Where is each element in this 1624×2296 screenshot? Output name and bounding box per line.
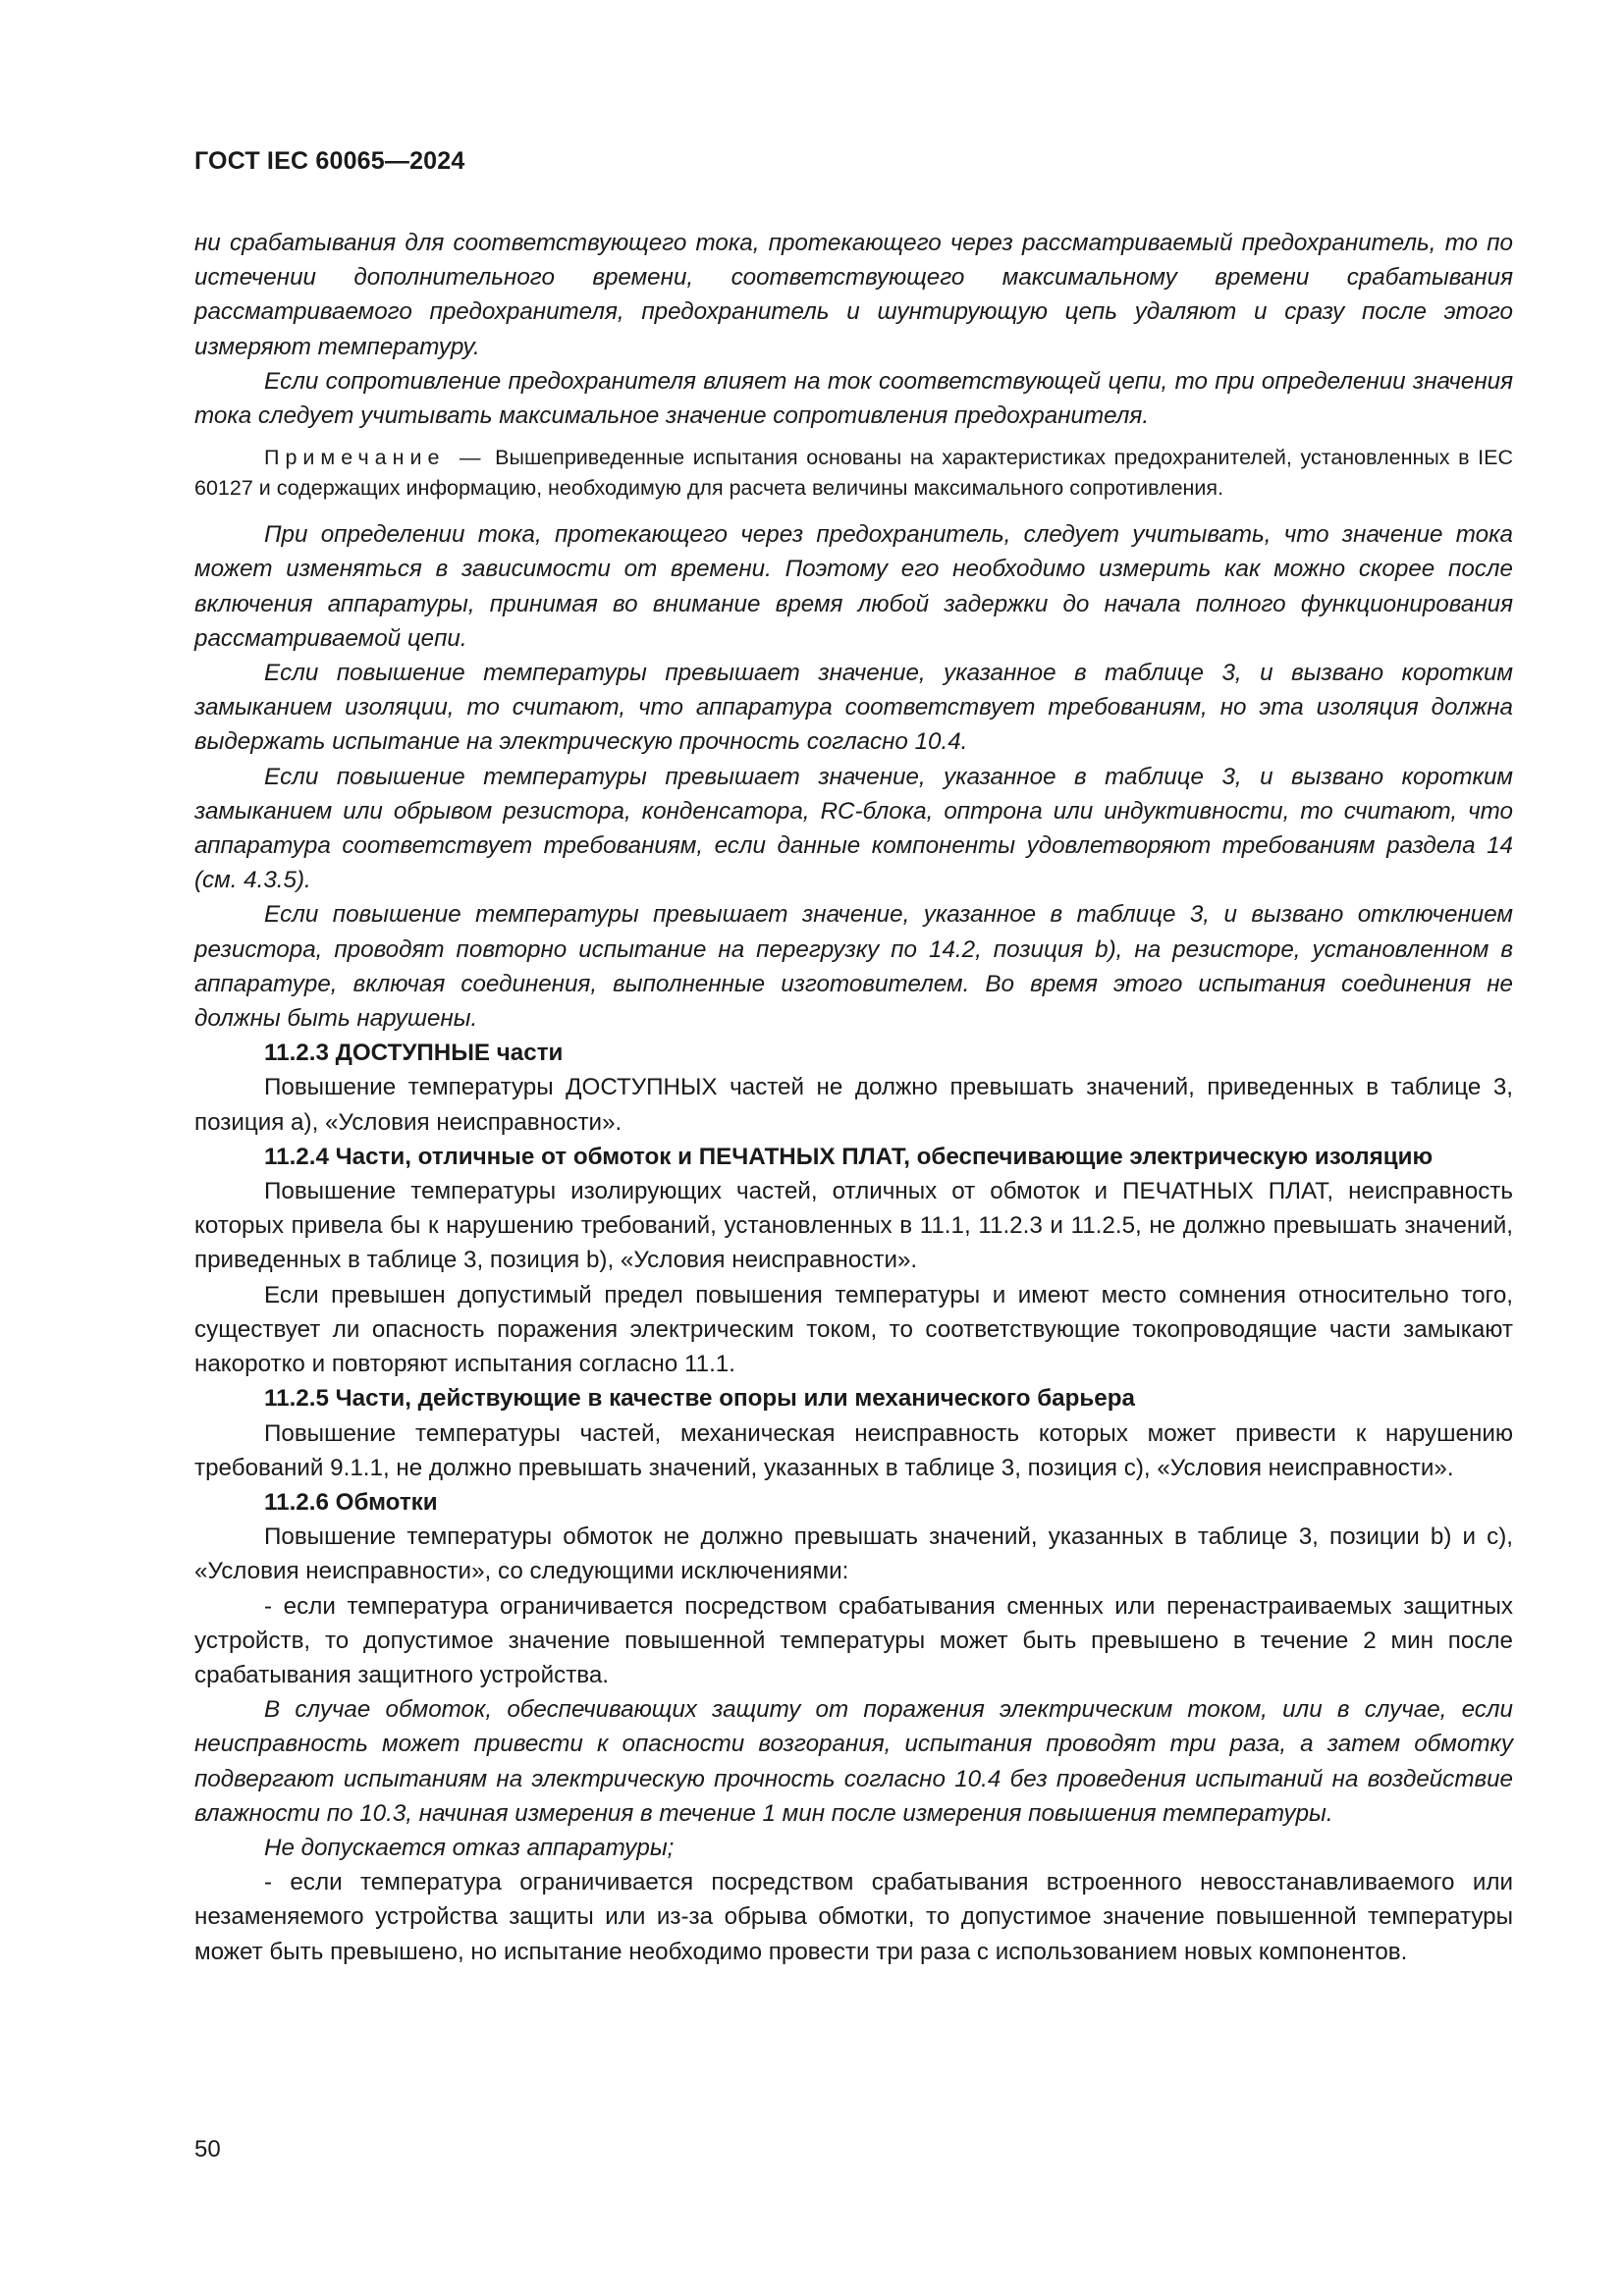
section-heading: 11.2.4 Части, отличные от обмоток и ПЕЧАТНЫХ ПЛАТ, обеспечивающие электрическую изоляцию [264, 1143, 1434, 1170]
paragraph: Повышение температуры изолирующих частей, отличных от обмоток и ПЕЧАТНЫХ ПЛАТ, неисправность которых привела бы к нарушению требований, установленных в 11.1, 11.2.3 и 11.2.5, не должно превышать значений, приведенных в таблице 3, позиция b), «Условия неисправности». [194, 1178, 1513, 1274]
paragraph: Повышение температуры обмоток не должно превышать значений, указанных в таблице 3, позиции b) и с), «Условия неисправности», со следующими исключениями: [194, 1523, 1513, 1585]
paragraph: Повышение температуры частей, механическая неисправность которых может привести к нарушению требований 9.1.1, не должно превышать значений, указанных в таблице 3, позиция с), «Условия неисправности». [194, 1419, 1513, 1481]
section-heading: 11.2.3 ДОСТУПНЫЕ части [264, 1040, 564, 1067]
paragraph: В случае обмоток, обеспечивающих защиту от поражения электрическим током, или в случае, если неисправность может привести к опасности возгорания, испытания проводят три раза, а затем обмотку подвергают испытаниям на электрическую прочность согласно 10.4 без проведения испытаний на воздействие влажности по 10.3, начиная измерения в течение 1 мин после измерения повышения температуры. [194, 1696, 1513, 1827]
paragraph: Повышение температуры ДОСТУПНЫХ частей не должно превышать значений, приведенных в таблице 3, позиция а), «Условия неисправности». [194, 1074, 1513, 1136]
paragraph: Не допускается отказ аппаратуры; [264, 1834, 675, 1861]
note-text: Вышеприведенные испытания основаны на характеристиках предохранителей, установленных в IEC 60127 и содержащих информацию, необходимую для расчета величины максимального сопротивления. [194, 446, 1513, 501]
paragraph: ни срабатывания для соответствующего тока, протекающего через рассматриваемый предохранитель, то по истечении дополнительного времени, соответствующего максимальному времени срабатывания рассматриваемого предохранителя, предохранитель и шунтирующую цепь удаляют и сразу после этого измеряют температуру. [194, 230, 1513, 360]
section-heading: 11.2.5 Части, действующие в качестве опоры или механического барьера [264, 1385, 1135, 1413]
note-label: Примечание — [264, 446, 487, 470]
document-header: ГОСТ IEC 60065—2024 [194, 147, 465, 175]
paragraph: Если превышен допустимый предел повышения температуры и имеют место сомнения относительно того, существует ли опасность поражения электрическим током, то соответствующие токопроводящие части замыкают накоротко и повторяют испытания согласно 11.1. [194, 1281, 1513, 1378]
section-heading: 11.2.6 Обмотки [264, 1488, 438, 1516]
paragraph: Если повышение температуры превышает значение, указанное в таблице 3, и вызвано отключением резистора, проводят повторно испытание на перегрузку по 14.2, позиция b), на резисторе, установленном в аппаратуре, включая соединения, выполненные изготовителем. Во время этого испытания соединения не должны быть нарушены. [194, 901, 1513, 1033]
paragraph: Если повышение температуры превышает значение, указанное в таблице 3, и вызвано коротким замыканием или обрывом резистора, конденсатора, RC-блока, оптрона или индуктивности, то считают, что аппаратура соответствует требованиям, если данные компоненты удовлетворяют требованиям раздела 14 (см. 4.3.5). [194, 763, 1513, 894]
page-number: 50 [194, 2136, 221, 2163]
note [194, 443, 1513, 504]
paragraph: Если сопротивление предохранителя влияет на ток соответствующей цепи, то при определении значения тока следует учитывать максимальное значение сопротивления предохранителя. [194, 367, 1513, 430]
document-body [194, 226, 1513, 1969]
list-item: - если температура ограничивается посредством срабатывания сменных или перенастраиваемых защитных устройств, то допустимое значение повышенной температуры может быть превышено в течение 2 мин после срабатывания защитного устройства. [194, 1592, 1513, 1688]
list-item: - если температура ограничивается посредством срабатывания встроенного невосстанавливаемого или незаменяемого устройства защиты или из-за обрыва обмотки, то допустимое значение повышенной температуры может быть превышено, но испытание необходимо провести три раза с использованием новых компонентов. [194, 1869, 1513, 1965]
paragraph: Если повышение температуры превышает значение, указанное в таблице 3, и вызвано коротким замыканием изоляции, то считают, что аппаратура соответствует требованиям, но эта изоляция должна выдержать испытание на электрическую прочность согласно 10.4. [194, 660, 1513, 756]
paragraph: При определении тока, протекающего через предохранитель, следует учитывать, что значение тока может изменяться в зависимости от времени. Поэтому его необходимо измерить как можно скорее после включения аппаратуры, принимая во внимание время любой задержки до начала полного функционирования рассматриваемой цепи. [194, 521, 1513, 652]
